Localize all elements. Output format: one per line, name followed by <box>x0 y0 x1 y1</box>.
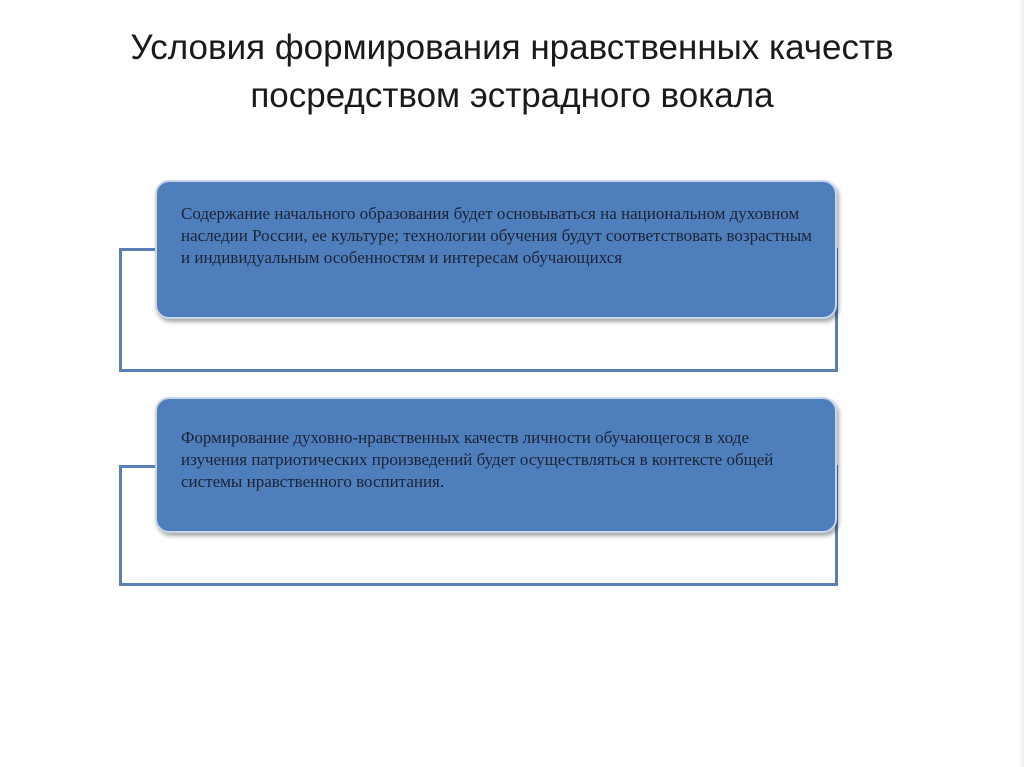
connector-tick-1 <box>119 248 159 251</box>
condition-block-2-text: Формирование духовно-нравственных качеств личности обучающегося в ходе изучения патриотических произведений будет осуществляться в контексте общей системы нравственного воспитания. <box>181 428 774 491</box>
slide-title-line-1: Условия формирования нравственных качеств <box>130 28 894 67</box>
slide-title <box>40 24 984 120</box>
condition-block-2 <box>155 397 837 533</box>
condition-block-1 <box>155 180 837 319</box>
connector-tick-2 <box>119 465 159 468</box>
slide-edge-shadow <box>1018 0 1024 767</box>
slide-title-line-2: посредством эстрадного вокала <box>250 76 774 115</box>
condition-block-1-text: Содержание начального образования будет основываться на национальном духовном наследии России, ее культуре; технологии обучения будут соответствовать возрастным и индивидуальным особенностям и интересам обучающихся <box>181 204 812 267</box>
